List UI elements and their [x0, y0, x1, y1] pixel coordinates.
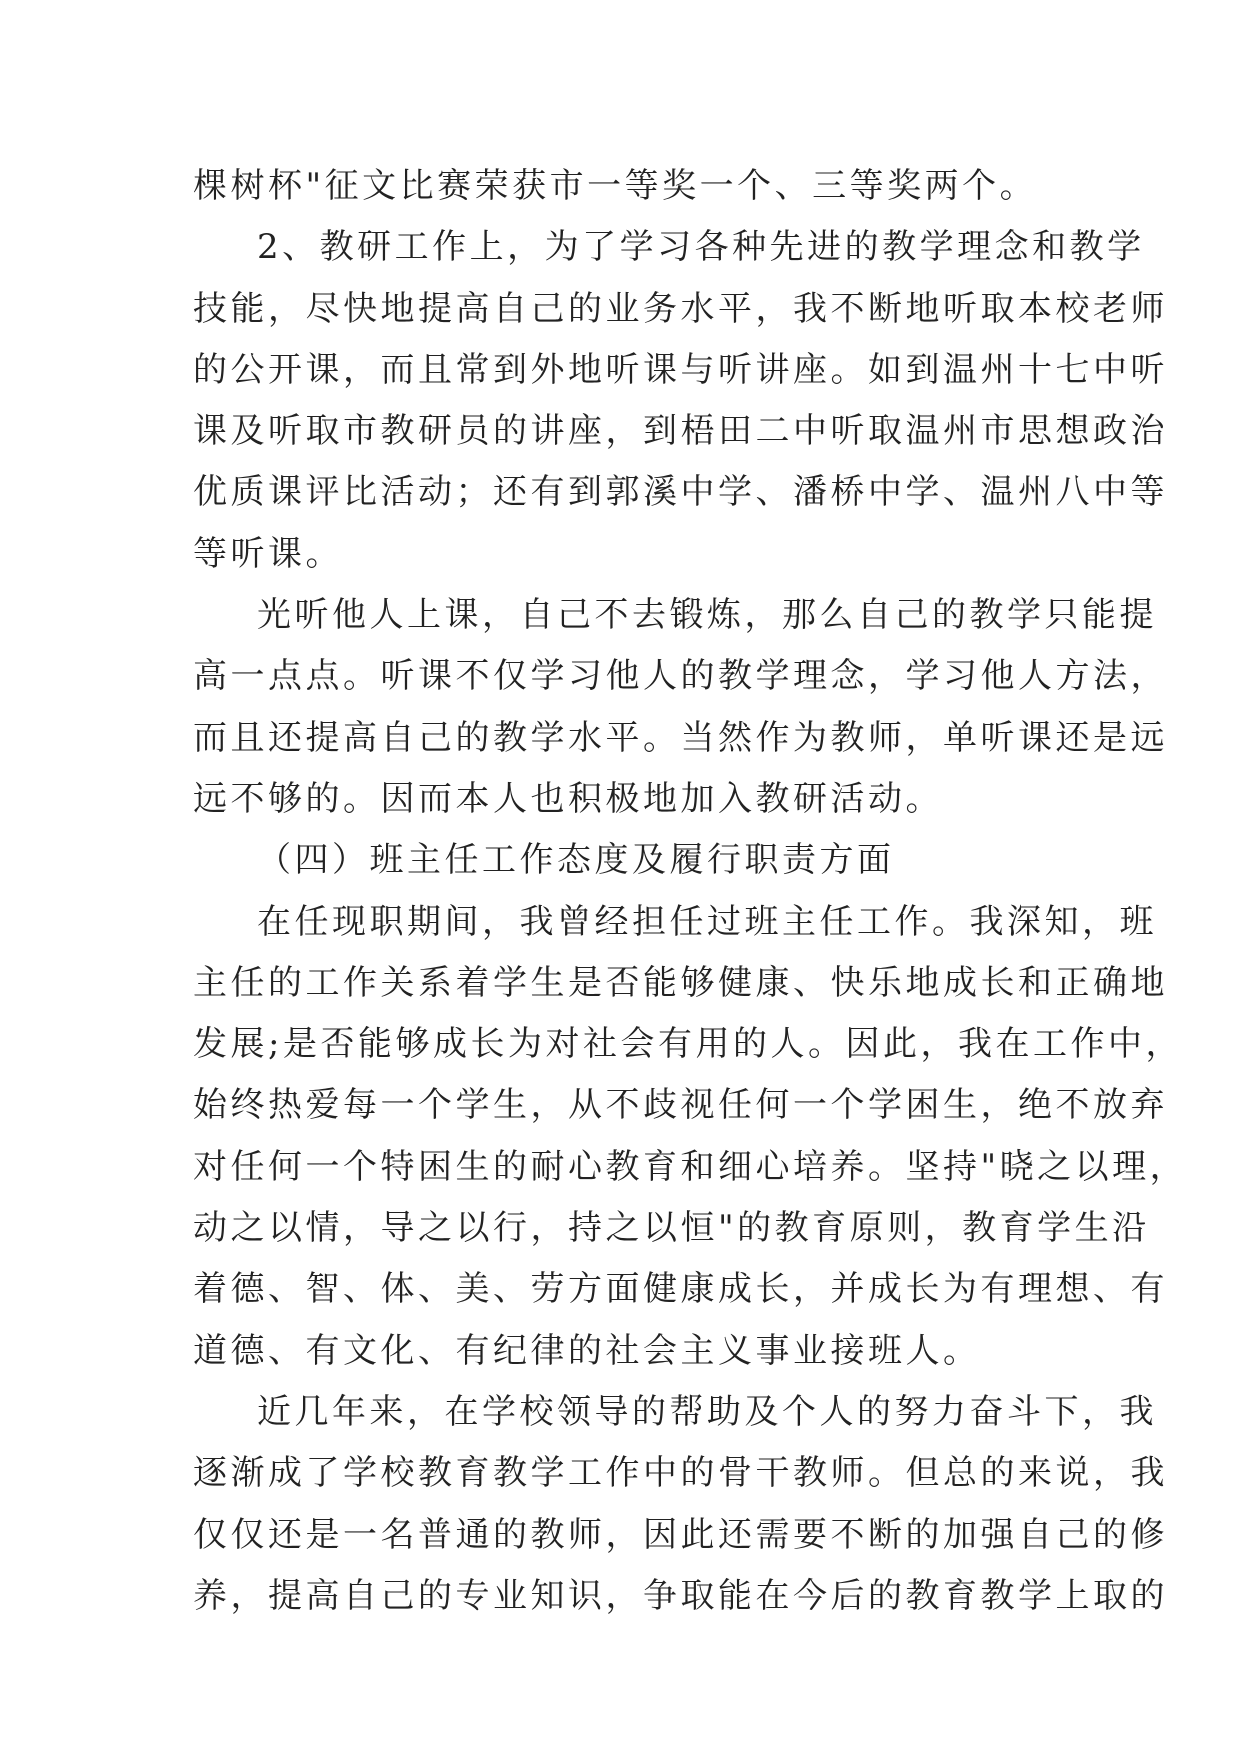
text-line: 高一点点。听课不仅学习他人的教学理念，学习他人方法， [193, 656, 1168, 697]
text-line: 在任现职期间，我曾经担任过班主任工作。我深知，班 [257, 901, 1157, 942]
text-line: 近几年来，在学校领导的帮助及个人的努力奋斗下，我 [257, 1391, 1157, 1432]
text-line: 的公开课，而且常到外地听课与听讲座。如到温州十七中听 [193, 349, 1168, 390]
text-line: 2、教研工作上，为了学习各种先进的教学理念和教学 [257, 227, 1145, 268]
text-line: 始终热爱每一个学生，从不歧视任何一个学困生，绝不放弃 [193, 1085, 1168, 1126]
text-line: 逐渐成了学校教育教学工作中的骨干教师。但总的来说，我 [193, 1453, 1168, 1494]
text-line: 棵树杯"征文比赛荣获市一等奖一个、三等奖两个。 [193, 166, 1038, 206]
text-line: 仅仅还是一名普通的教师，因此还需要不断的加强自己的修 [193, 1514, 1168, 1555]
text-line: 主任的工作关系着学生是否能够健康、快乐地成长和正确地 [193, 962, 1168, 1003]
text-line: 发展;是否能够成长为对社会有用的人。因此，我在工作中， [193, 1024, 1183, 1065]
text-line: 道德、有文化、有纪律的社会主义事业接班人。 [193, 1330, 981, 1371]
text-line: 对任何一个特困生的耐心教育和细心培养。坚持"晓之以理， [193, 1146, 1188, 1187]
text-line: 着德、智、体、美、劳方面健康成长，并成长为有理想、有 [193, 1269, 1168, 1310]
text-line: 养，提高自己的专业知识，争取能在今后的教育教学上取的 [193, 1575, 1168, 1616]
text-line: 等听课。 [193, 533, 343, 574]
text-line: 技能，尽快地提高自己的业务水平，我不断地听取本校老师 [193, 288, 1168, 329]
text-line: 而且还提高自己的教学水平。当然作为教师，单听课还是远 [193, 717, 1168, 758]
text-line: 课及听取市教研员的讲座，到梧田二中听取温州市思想政治 [193, 411, 1168, 452]
text-line: 远不够的。因而本人也积极地加入教研活动。 [193, 778, 943, 819]
text-line: 优质课评比活动；还有到郭溪中学、潘桥中学、温州八中等 [193, 472, 1168, 513]
text-line: 光听他人上课，自己不去锻炼，那么自己的教学只能提 [257, 595, 1157, 636]
section-heading: （四）班主任工作态度及履行职责方面 [257, 840, 895, 881]
text-line: 动之以情，导之以行，持之以恒"的教育原则，教育学生沿 [193, 1208, 1150, 1249]
body-text [193, 156, 1188, 1627]
